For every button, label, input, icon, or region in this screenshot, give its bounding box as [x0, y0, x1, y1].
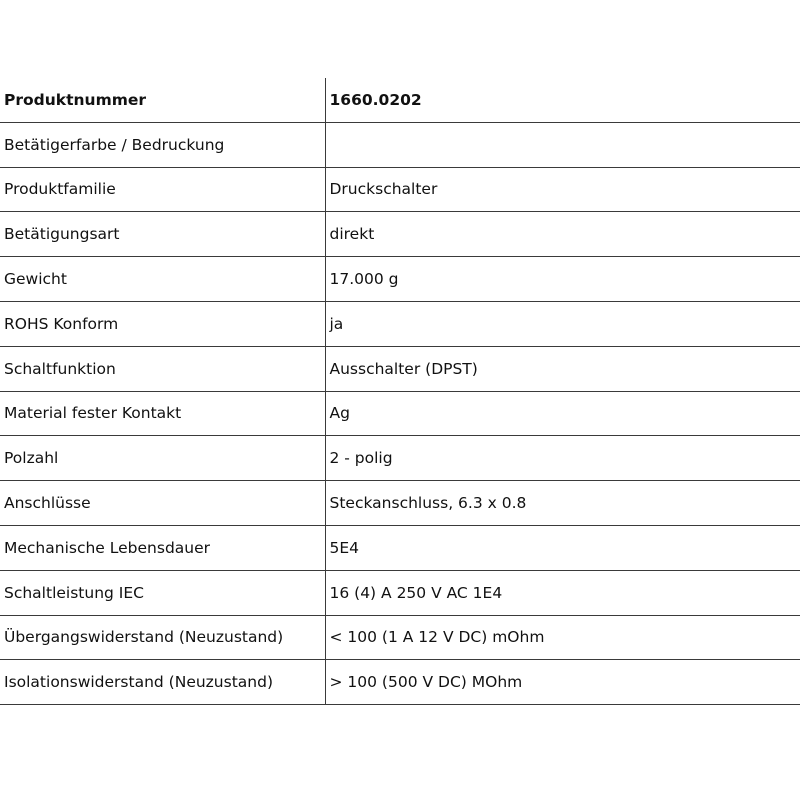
spec-row	[0, 436, 800, 481]
spec-label: Mechanische Lebensdauer	[0, 525, 325, 570]
spec-value: > 100 (500 V DC) MOhm	[325, 660, 800, 705]
spec-label: Anschlüsse	[0, 481, 325, 526]
spec-value: < 100 (1 A 12 V DC) mOhm	[325, 615, 800, 660]
spec-header-row	[0, 78, 800, 122]
spec-value: Steckanschluss, 6.3 x 0.8	[325, 481, 800, 526]
spec-value	[325, 122, 800, 167]
spec-label: Material fester Kontakt	[0, 391, 325, 436]
spec-label: Produktfamilie	[0, 167, 325, 212]
spec-label: ROHS Konform	[0, 301, 325, 346]
spec-row	[0, 167, 800, 212]
spec-label: Betätigerfarbe / Bedruckung	[0, 122, 325, 167]
spec-label: Schaltleistung IEC	[0, 570, 325, 615]
spec-header-value: 1660.0202	[325, 78, 800, 122]
spec-value: ja	[325, 301, 800, 346]
spec-label: Betätigungsart	[0, 212, 325, 257]
spec-row	[0, 212, 800, 257]
spec-row	[0, 570, 800, 615]
spec-value: Ag	[325, 391, 800, 436]
spec-value: 5E4	[325, 525, 800, 570]
spec-label: Schaltfunktion	[0, 346, 325, 391]
spec-row	[0, 481, 800, 526]
spec-value: 16 (4) A 250 V AC 1E4	[325, 570, 800, 615]
spec-row	[0, 615, 800, 660]
spec-header-label: Produktnummer	[0, 78, 325, 122]
spec-row	[0, 525, 800, 570]
spec-row	[0, 257, 800, 302]
spec-value: Ausschalter (DPST)	[325, 346, 800, 391]
spec-label: Übergangswiderstand (Neuzustand)	[0, 615, 325, 660]
spec-label: Isolationswiderstand (Neuzustand)	[0, 660, 325, 705]
spec-row	[0, 122, 800, 167]
spec-value: 2 - polig	[325, 436, 800, 481]
spec-row	[0, 346, 800, 391]
spec-row	[0, 391, 800, 436]
spec-table	[0, 78, 800, 705]
spec-row	[0, 301, 800, 346]
spec-row	[0, 660, 800, 705]
spec-value: Druckschalter	[325, 167, 800, 212]
spec-value: 17.000 g	[325, 257, 800, 302]
spec-label: Polzahl	[0, 436, 325, 481]
spec-label: Gewicht	[0, 257, 325, 302]
spec-value: direkt	[325, 212, 800, 257]
